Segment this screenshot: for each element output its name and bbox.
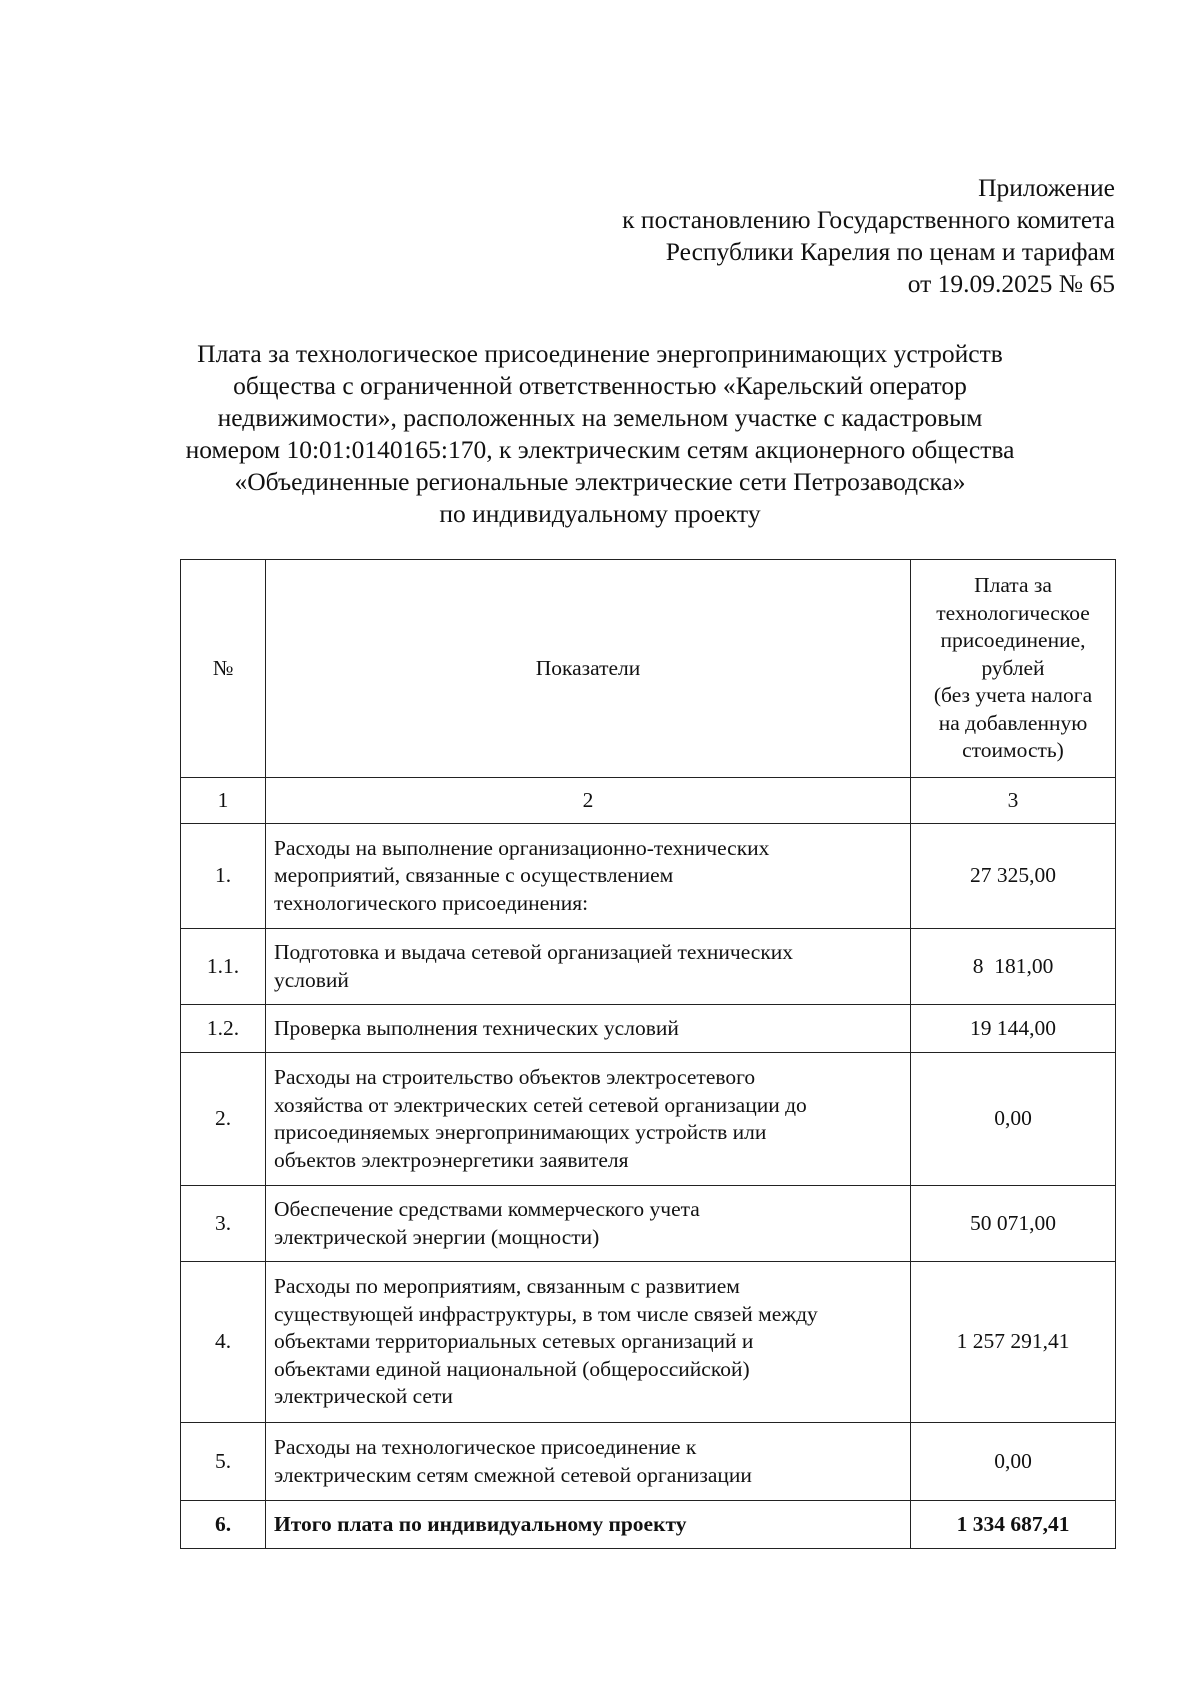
column-index: 2 [266,778,911,824]
table-row [181,1186,1116,1262]
appendix-line: к постановлению Государственного комитета [622,205,1115,234]
row-number: 1. [181,824,266,929]
tariff-table [180,559,1116,1549]
indicator-line: объектами территориальных сетевых организаций и [274,1329,754,1354]
title-line: недвижимости», расположенных на земельном участке с кадастровым [217,403,983,432]
table-row-total [181,1501,1116,1549]
header-payment [911,560,1116,778]
row-indicator [266,1423,911,1501]
row-value: 0,00 [911,1423,1116,1501]
document-title [150,338,1050,530]
header-payment-line: стоимость) [962,738,1064,763]
title-line: по индивидуальному проекту [439,499,761,528]
column-index: 3 [911,778,1116,824]
indicator-line: Расходы на выполнение организационно-технических [274,835,770,860]
appendix-line: Республики Карелия по ценам и тарифам [665,237,1115,266]
row-indicator [266,929,911,1005]
header-payment-line: присоединение, [940,628,1086,653]
indicator-line: условий [274,967,349,992]
row-number: 1.2. [181,1005,266,1053]
row-number: 6. [181,1501,266,1549]
row-indicator [266,824,911,929]
indicator-line: электрическим сетям смежной сетевой организации [274,1462,752,1487]
row-indicator [266,1262,911,1423]
title-line: общества с ограниченной ответственностью «Карельский оператор [233,371,967,400]
appendix-header [415,172,1115,300]
indicator-line: Расходы на технологическое присоединение к [274,1435,697,1459]
header-payment-line: рублей [981,655,1045,680]
appendix-line: от 19.09.2025 № 65 [907,269,1115,298]
header-payment-line: технологическое [936,600,1090,625]
table-row [181,1053,1116,1186]
indicator-line: присоединяемых энергопринимающих устройств или [274,1120,767,1144]
row-number: 5. [181,1423,266,1501]
indicator-line: хозяйства от электрических сетей сетевой организации до [274,1092,807,1117]
indicator-line: Проверка выполнения технических условий [274,1015,679,1040]
title-line: номером 10:01:0140165:170, к электрическим сетям акционерного общества [185,435,1015,464]
indicator-line: Подготовка и выдача сетевой организацией технических [274,940,794,964]
table-header-row [181,560,1116,778]
title-line: Плата за технологическое присоединение энергопринимающих устройств [197,339,1003,368]
row-value: 0,00 [911,1053,1116,1186]
indicator-line: Итого плата по индивидуальному проекту [274,1511,687,1536]
row-value: 1 257 291,41 [911,1262,1116,1423]
row-indicator [266,1501,911,1549]
row-indicator [266,1053,911,1186]
header-payment-line: Плата за [974,573,1052,598]
indicator-line: Расходы на строительство объектов электросетевого [274,1065,756,1089]
row-number: 2. [181,1053,266,1186]
indicator-line: мероприятий, связанные с осуществлением [274,863,674,888]
row-number: 4. [181,1262,266,1423]
table-row [181,929,1116,1005]
header-payment-line: (без учета налога [933,683,1093,708]
table-row [181,1423,1116,1501]
row-number: 3. [181,1186,266,1262]
indicator-line: существующей инфраструктуры, в том числе связей между [274,1301,818,1326]
table-row [181,824,1116,929]
column-index-row [181,778,1116,824]
row-number: 1.1. [181,929,266,1005]
row-indicator [266,1005,911,1053]
title-line: «Объединенные региональные электрические сети Петрозаводска» [234,467,966,496]
header-indicator: Показатели [266,560,911,778]
header-payment-line: на добавленную [938,710,1088,735]
row-value: 50 071,00 [911,1186,1116,1262]
indicator-line: объектов электроэнергетики заявителя [274,1147,629,1172]
column-index: 1 [181,778,266,824]
header-num: № [181,560,266,778]
indicator-line: объектами единой национальной (общероссийской) [274,1356,750,1381]
table-row [181,1262,1116,1423]
indicator-line: электрической сети [274,1384,453,1409]
row-value-total: 1 334 687,41 [911,1501,1116,1549]
table-row [181,1005,1116,1053]
row-value: 8 181,00 [911,929,1116,1005]
row-value: 27 325,00 [911,824,1116,929]
indicator-line: технологического присоединения: [274,890,589,915]
indicator-line: Расходы по мероприятиям, связанным с развитием [274,1274,740,1299]
indicator-line: электрической энергии (мощности) [274,1224,600,1249]
row-indicator [266,1186,911,1262]
indicator-line: Обеспечение средствами коммерческого учета [274,1197,700,1221]
appendix-line: Приложение [978,173,1115,202]
row-value: 19 144,00 [911,1005,1116,1053]
